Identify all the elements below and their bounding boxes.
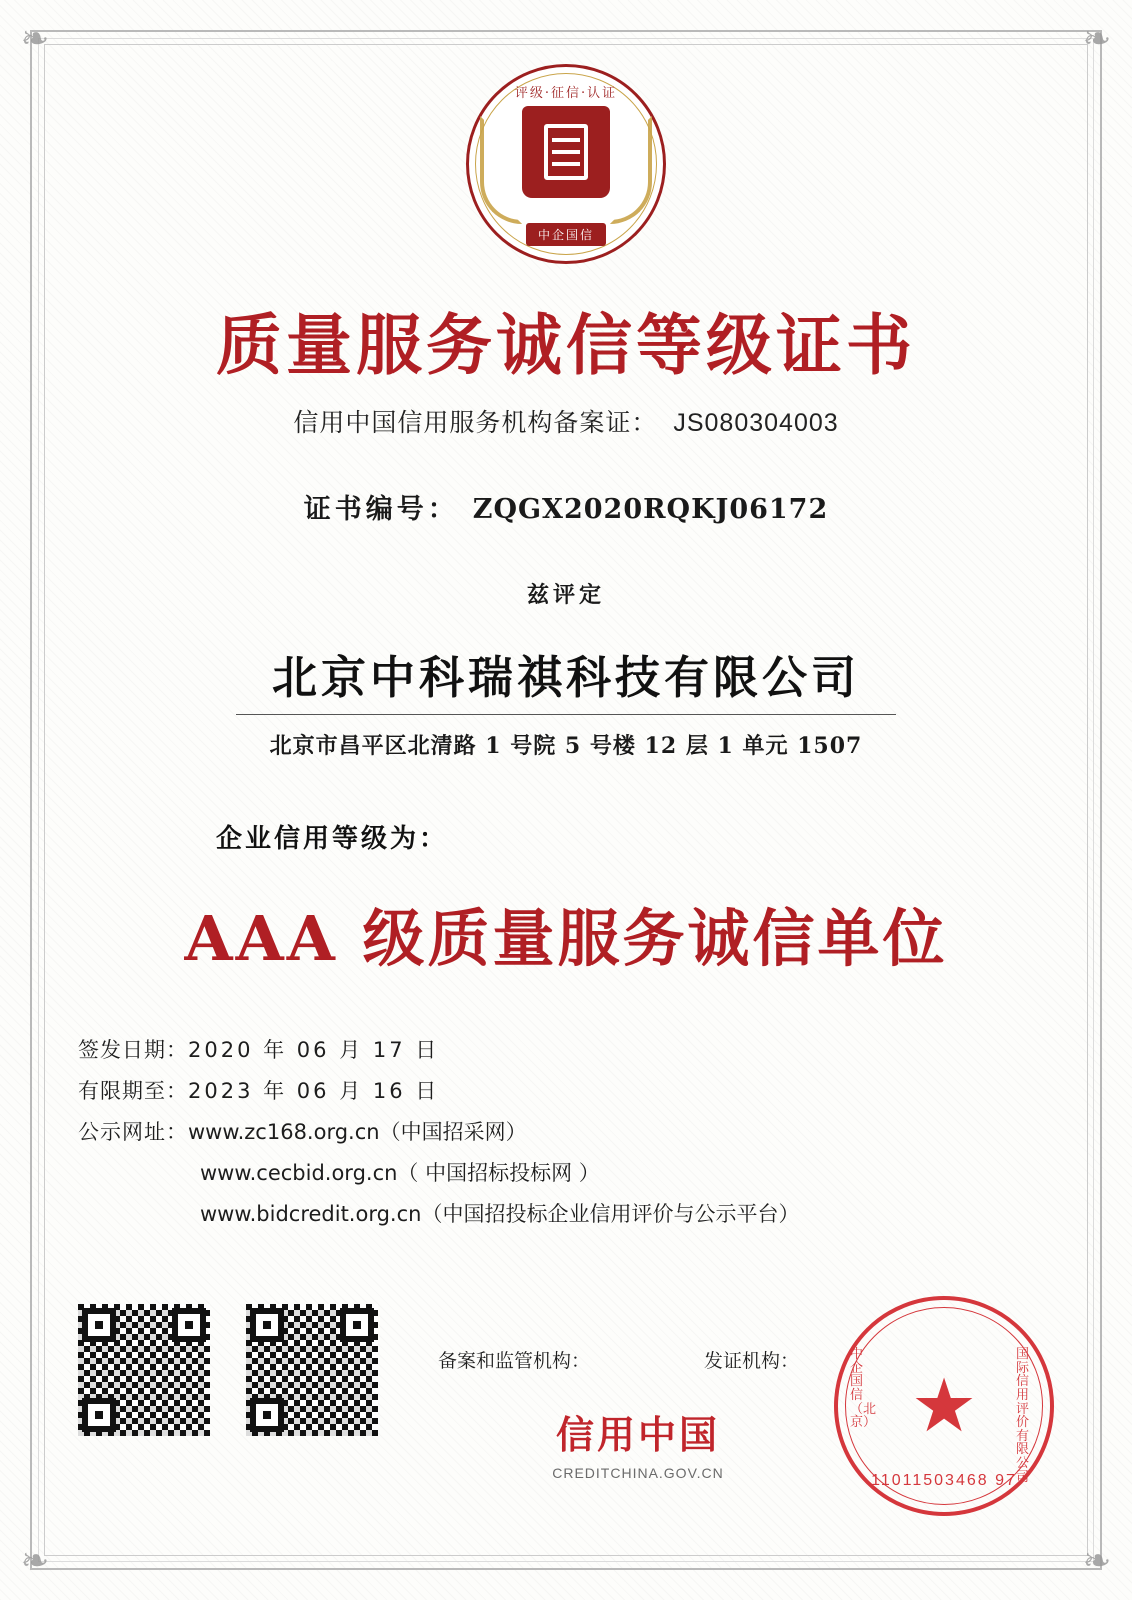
publicity-site-row-1 <box>78 1112 1068 1153</box>
emblem-top-text: 评级·征信·认证 <box>514 86 618 101</box>
corner-ornament-bottom-left-icon: ❧ <box>20 1542 50 1580</box>
qr-finder-icon <box>340 1308 374 1342</box>
publicity-label: 公示网址： <box>78 1120 188 1145</box>
issuing-authority-label: 发证机构： <box>704 1350 800 1372</box>
certificate-number-line <box>64 487 1068 526</box>
credit-china-logo <box>528 1404 748 1481</box>
publicity-site-2[interactable]: www.cecbid.org.cn（ 中国招标投标网 ） <box>200 1161 600 1186</box>
seal-number: 11011503468 97 <box>871 1472 1017 1489</box>
qr-finder-icon <box>82 1308 116 1342</box>
publicity-site-row-3 <box>78 1194 1068 1235</box>
company-name: 北京中科瑞祺科技有限公司 <box>271 651 860 705</box>
qr-finder-icon <box>82 1398 116 1432</box>
hereby-text: 兹评定 <box>526 582 605 609</box>
emblem-container <box>64 64 1068 264</box>
emblem-bottom-text: 中企国信 <box>526 223 606 246</box>
credit-grade-label: 企业信用等级为： <box>216 824 449 855</box>
company-name-underline <box>236 714 896 715</box>
certificate-meta <box>78 1030 1068 1235</box>
corner-ornament-top-right-icon: ❧ <box>1082 20 1112 58</box>
qr-finder-icon <box>250 1308 284 1342</box>
filing-record-label: 信用中国信用服务机构备案证： <box>293 408 658 438</box>
emblem-shield-icon <box>522 106 610 198</box>
emblem-shield-bar <box>552 150 580 154</box>
publicity-site-1[interactable]: www.zc168.org.cn（中国招采网） <box>188 1120 527 1145</box>
corner-ornament-top-left-icon: ❧ <box>20 20 50 58</box>
credit-china-logo-en: CREDITCHINA.GOV.CN <box>552 1465 724 1481</box>
certificate-title: 质量服务诚信等级证书 <box>216 307 916 384</box>
certificate-number-label: 证书编号： <box>303 494 459 526</box>
organization-emblem-icon <box>466 64 666 264</box>
company-address: 北京市昌平区北清路 1 号院 5 号楼 12 层 1 单元 1507 <box>269 733 863 760</box>
seal-org-text-right: 国际信用评价有限公司 <box>1016 1347 1030 1485</box>
expiry-date-value: 2023 年 06 月 16 日 <box>188 1079 440 1104</box>
qr-code-left[interactable] <box>78 1304 210 1436</box>
issue-date-label: 签发日期： <box>78 1038 188 1063</box>
issue-date-value: 2020 年 06 月 17 日 <box>188 1038 440 1063</box>
filing-record-line <box>64 403 1068 439</box>
emblem-shield-bar <box>552 138 580 142</box>
qr-finder-icon <box>250 1398 284 1432</box>
certificate-number-value: ZQGX2020RQKJ06172 <box>472 494 829 526</box>
qr-finder-icon <box>172 1308 206 1342</box>
official-red-seal: 中企国信（北京） 国际信用评价有限公司 ★ 11011503468 97 <box>834 1296 1054 1516</box>
expiry-date-row <box>78 1071 1068 1112</box>
certificate-footer <box>78 1294 1068 1524</box>
seal-org-text-left: 中企国信（北京） <box>850 1347 877 1431</box>
record-authority-label: 备案和监管机构： <box>438 1350 591 1372</box>
filing-record-code: JS080304003 <box>673 409 839 438</box>
certificate-content <box>64 54 1068 1546</box>
expiry-date-label: 有限期至： <box>78 1079 188 1104</box>
publicity-site-3[interactable]: www.bidcredit.org.cn（中国招投标企业信用评价与公示平台） <box>200 1202 800 1227</box>
publicity-site-row-2 <box>78 1153 1068 1194</box>
qr-code-right[interactable] <box>246 1304 378 1436</box>
issue-date-row <box>78 1030 1068 1071</box>
credit-china-logo-cn: 信用中国 <box>555 1413 720 1457</box>
credit-grade-value: AAA 级质量服务诚信单位 <box>184 902 948 976</box>
emblem-shield-bar <box>552 162 580 166</box>
corner-ornament-bottom-right-icon: ❧ <box>1082 1542 1112 1580</box>
